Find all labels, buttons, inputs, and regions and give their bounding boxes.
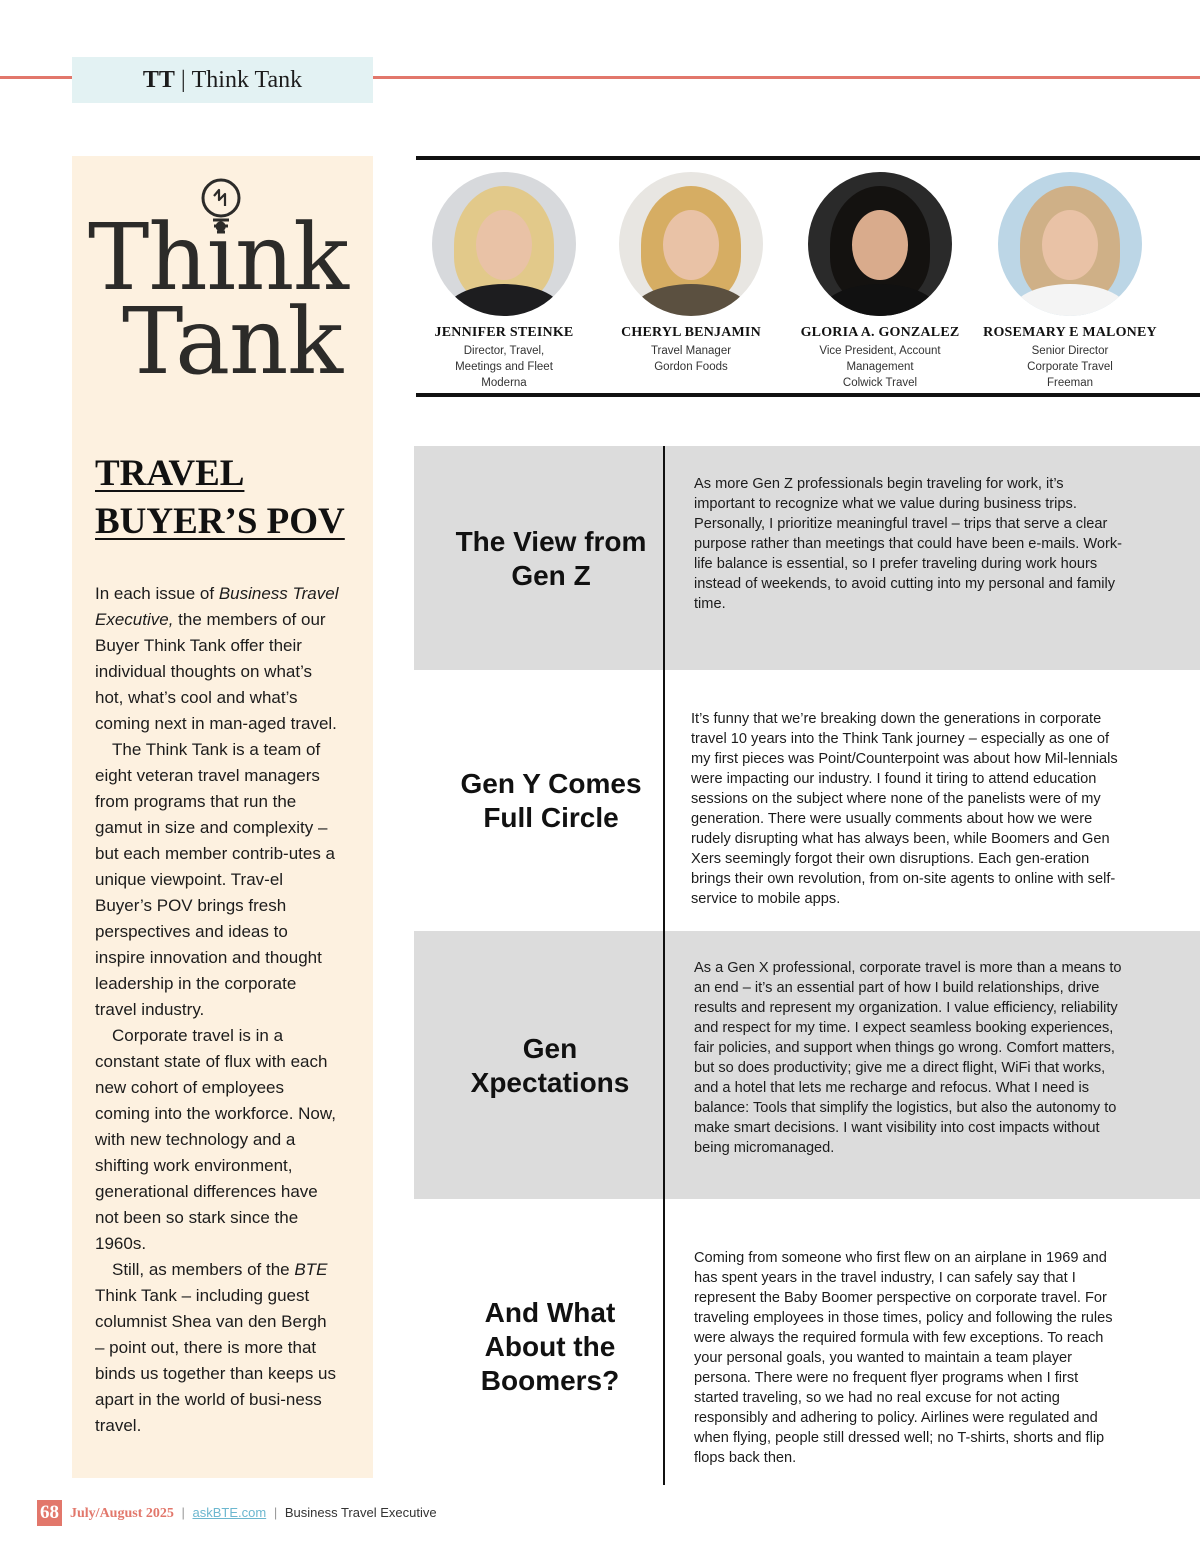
panelist-name: JENNIFER STEINKE — [434, 325, 574, 340]
panelist-card — [597, 172, 785, 375]
role-line: Vice President, Account — [819, 345, 941, 357]
avatar — [432, 172, 576, 316]
publication-title: Business Travel Executive, — [95, 584, 339, 629]
column-divider — [663, 446, 665, 1485]
footer-divider: | — [273, 1505, 278, 1520]
role-line: Gordon Foods — [654, 361, 728, 373]
panel-rule-top — [416, 156, 1200, 160]
page-number: 68 — [37, 1500, 62, 1526]
panel-rule-bottom — [416, 393, 1200, 397]
row-text: Coming from someone who first flew on an airplane in 1969 and has spent years in the travel industry, I can safely say that I represent the Baby Boomer perspective on corporate travel. For traveling employees in those times, policy and following the rules were always the required formula with few exceptions. To reach your personal goals, you wanted to maintain a team player persona. There were no frequent flyer programs when I first started traveling, so we had no real excuse for not acting responsibly and adhering to policy. Airlines were regulated and when flying, people still dressed well; no T-shirts, shorts and flip flops back then. — [694, 1250, 1113, 1466]
footer-divider: | — [181, 1505, 185, 1520]
section-header — [72, 57, 373, 103]
sidebar-paragraph — [95, 581, 340, 737]
panelist-role — [805, 343, 955, 391]
text-run: Think Tank – including guest columnist Shea van den Bergh – point out, there is more that binds us together than keeps us apart in the world of busi-ness travel. — [95, 1286, 336, 1435]
text-run: Still, as members of the — [112, 1260, 295, 1279]
panelist-name: CHERYL BENJAMIN — [621, 325, 761, 340]
sidebar-paragraph: Corporate travel is in a constant state of flux with each new cohort of employees coming into the workforce. Now, with new technology and a shifting work environment, generational differences have not been so stark since the 1960s. — [95, 1026, 336, 1253]
role-line: Moderna — [481, 377, 527, 389]
sidebar-paragraph: The Think Tank is a team of eight veteran travel managers from programs that run the gamut in size and complexity – but each member contrib-utes a unique viewpoint. Trav-el Buyer’s POV brings fresh perspectives and ideas to inspire innovation and thought leadership in the corporate travel industry. — [95, 740, 336, 1019]
panelist-card — [786, 172, 974, 391]
logo-word-think: Think — [88, 204, 349, 311]
avatar — [998, 172, 1142, 316]
panelist-card — [976, 172, 1164, 391]
role-line: Senior Director — [1031, 345, 1109, 357]
publication-name: Business Travel Executive — [284, 1505, 437, 1520]
row-text: As more Gen Z professionals begin traveling for work, it’s important to recognize what we value during business trips. Personally, I prioritize meaningful travel – trips that serve a clear purpose rather than meetings that could have been e-mails. Work-life balance is essential, so I prefer traveling during work hours instead of weekends, to avoid cutting into my personal and family time. — [694, 476, 1123, 612]
row-title: Gen Y Comes Full Circle — [460, 768, 642, 833]
section-divider: | — [180, 66, 186, 93]
issue-date: July/August 2025 — [70, 1506, 174, 1521]
text-run: the members of our Buyer Think Tank offer their individual thoughts on what’s hot, what’s cool and what’s coming next in man-aged travel. — [95, 610, 337, 733]
avatar — [619, 172, 763, 316]
panelist-role — [429, 343, 579, 391]
avatar — [808, 172, 952, 316]
role-line: Management — [846, 361, 914, 373]
panelist-card — [410, 172, 598, 391]
role-line: Corporate Travel — [1027, 361, 1113, 373]
row-title: Gen Xpectations — [470, 1033, 630, 1098]
sidebar-paragraph — [95, 1257, 340, 1439]
panelist-name: GLORIA A. GONZALEZ — [800, 325, 960, 340]
panelist-name: ROSEMARY E MALONEY — [983, 325, 1157, 340]
section-abbr: TT — [142, 66, 175, 93]
panelist-role — [995, 343, 1145, 391]
role-line: Director, Travel, — [463, 345, 545, 357]
section-name: Think Tank — [191, 66, 303, 93]
row-title: And What About the Boomers? — [480, 1297, 620, 1396]
sidebar-heading: TRAVEL BUYER’S POV — [95, 453, 345, 542]
panelist-role — [616, 343, 766, 375]
logo-word-tank: Tank — [122, 288, 343, 395]
text-run: In each issue of — [95, 584, 219, 603]
row-text: It’s funny that we’re breaking down the generations in corporate travel 10 years into the Think Tank journey – especially as one of my first pieces was Point/Counterpoint was about how Mil-lennials were impacting our industry. I found it tiring to attend education sessions on the subject where none of the panelists were of my generation. There were usually comments about how we were rudely disrupting what has always been, while Boomers and Gen Xers seemingly forgot their own disruptions. Each gen-eration brings their own revolution, from on-site agents to online with self-service to mobile apps. — [691, 711, 1118, 907]
publication-abbr: BTE — [294, 1260, 328, 1279]
role-line: Colwick Travel — [842, 377, 918, 389]
sidebar-body — [95, 581, 340, 1439]
role-line: Freeman — [1046, 377, 1094, 389]
footer — [70, 1505, 437, 1522]
role-line: Meetings and Fleet — [455, 361, 553, 373]
role-line: Travel Manager — [650, 345, 732, 357]
website-link[interactable]: askBTE.com — [192, 1505, 267, 1520]
row-title: The View from Gen Z — [455, 526, 647, 591]
row-text: As a Gen X professional, corporate travel is more than a means to an end – it’s an essential part of how I build relationships, drive results and represent my organization. I value efficiency, reliability and respect for my time. I expect seamless booking experiences, fair policies, and support when things go wrong. Comfort matters, but so does productivity; give me a direct flight, WiFi that works, and a hotel that lets me recharge and refocus. What I need is balance: Tools that simplify the logistics, but also the autonomy to make smart decisions. I want visibility into cost impacts without being micromanaged. — [694, 960, 1122, 1156]
